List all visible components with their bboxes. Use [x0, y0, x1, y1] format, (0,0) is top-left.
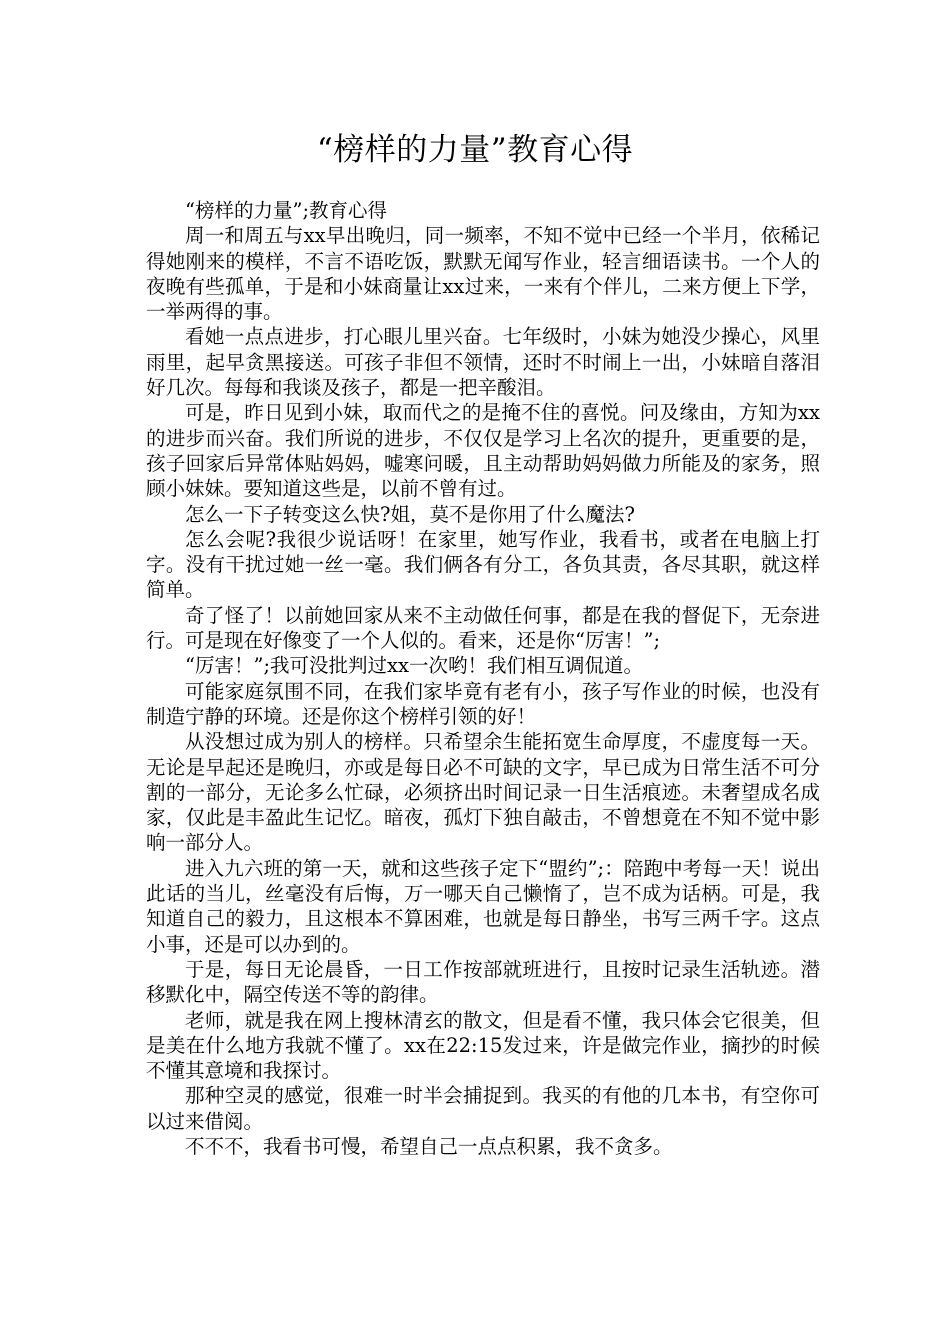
paragraph-11: 进入九六班的第一天，就和这些孩子定下“盟约”;：陪跑中考每一天！说出此话的当儿，丝毫没有后悔，万一哪天自己懒惰了，岂不成为话柄。可是，我知道自己的毅力，且这根本不算困难，也就是每日静坐，书写三两千字。这点小事，还是可以办到的。	[146, 856, 820, 956]
paragraph-1: “榜样的力量”;教育心得	[185, 199, 388, 222]
paragraph-7: 奇了怪了！以前她回家从来不主动做任何事，都是在我的督促下，无奈进行。可是现在好像变了一个人似的。看来，还是你“厉害！”;	[146, 603, 820, 653]
paragraph-5: 怎么一下子转变这么快?姐，莫不是你用了什么魔法?	[185, 502, 635, 526]
paragraph-4: 可是，昨日见到小妹，取而代之的是掩不住的喜悦。问及缘由，方知为xx的进步而兴奋。我们所说的进步，不仅仅是学习上名次的提升，更重要的是，孩子回家后异常体贴妈妈，嘘寒问暖，且主动帮助妈妈做力所能及的家务，照顾小妹妹。要知道这些是，以前不曾有过。	[146, 401, 820, 501]
paragraph-6: 怎么会呢?我很少说话呀！在家里，她写作业，我看书，或者在电脑上打字。没有干扰过她一丝一毫。我们俩各有分工，各负其责，各尽其职，就这样简单。	[146, 527, 820, 602]
paragraph-3: 看她一点点进步，打心眼儿里兴奋。七年级时，小妹为她没少操心，风里雨里，起早贪黑接送。可孩子非但不领情，还时不时闹上一出，小妹暗自落泪好几次。每每和我谈及孩子，都是一把辛酸泪。	[146, 325, 820, 400]
document-title: “榜样的力量”教育心得	[316, 132, 634, 168]
document-body	[146, 198, 820, 1159]
paragraph-14: 那种空灵的感觉，很难一时半会捕捉到。我买的有他的几本书，有空你可以过来借阅。	[146, 1084, 820, 1133]
paragraph-13: 老师，就是我在网上搜林清玄的散文，但是看不懂，我只体会它很美，但是美在什么地方我就不懂了。xx在22:15发过来，许是做完作业，摘抄的时候不懂其意境和我探讨。	[146, 1008, 820, 1083]
paragraph-9: 可能家庭氛围不同，在我们家毕竟有老有小，孩子写作业的时候，也没有制造宁静的环境。还是你这个榜样引领的好！	[146, 679, 820, 728]
paragraph-2: 周一和周五与xx早出晚归，同一频率，不知不觉中已经一个半月，依稀记得她刚来的模样，不言不语吃饭，默默无闻写作业，轻言细语读书。一个人的夜晚有些孤单，于是和小妹商量让xx过来，一来有个伴儿，二来方便上下学，一举两得的事。	[146, 224, 820, 324]
paragraph-12: 于是，每日无论晨昏，一日工作按部就班进行，且按时记录生活轨迹。潜移默化中，隔空传送不等的韵律。	[146, 957, 820, 1007]
paragraph-10: 从没想过成为别人的榜样。只希望余生能拓宽生命厚度，不虚度每一天。无论是早起还是晚归，亦或是每日必不可缺的文字，早已成为日常生活不可分割的一部分，无论多么忙碌，必须挤出时间记录一日生活痕迹。未奢望成名成家，仅此是丰盈此生记忆。暗夜，孤灯下独自敲击，不曾想竟在不知不觉中影响一部分人。	[146, 730, 820, 855]
paragraph-15: 不不不，我看书可慢，希望自己一点点积累，我不贪多。	[185, 1134, 673, 1158]
paragraph-8: “厉害！”;我可没批判过xx一次哟！我们相互调侃道。	[185, 654, 644, 678]
